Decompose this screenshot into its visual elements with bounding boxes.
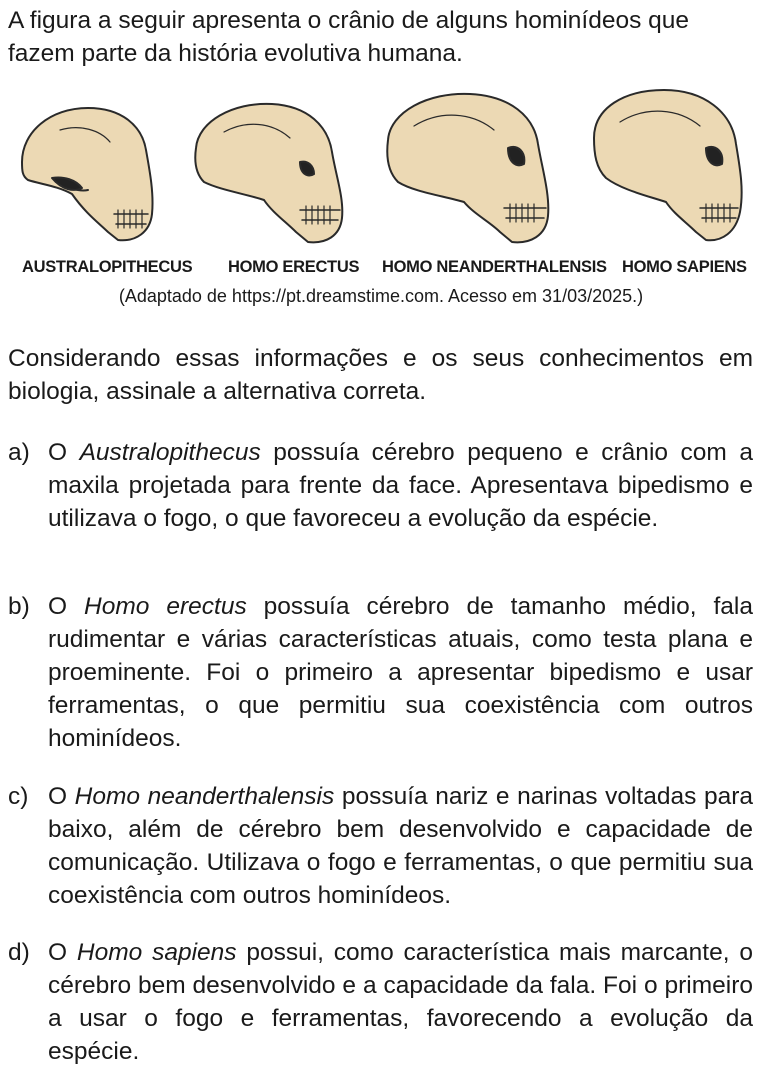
homo-neanderthalensis-skull-icon: [387, 94, 548, 242]
option-b[interactable]: [8, 590, 753, 755]
figure-source: (Adaptado de https://pt.dreamstime.com. Acesso em 31/03/2025.): [118, 286, 644, 306]
option-letter: d): [8, 939, 30, 966]
option-c[interactable]: [8, 780, 753, 912]
option-text: O Homo sapiens possui, como característica mais marcante, o cérebro bem desenvolvido e a capacidade da fala. Foi o primeiro a usar o fogo e ferramentas, favorecendo a evolução da espécie.: [48, 939, 753, 1065]
caption-homo-neanderthalensis: HOMO NEANDERTHALENSIS: [382, 258, 607, 276]
skulls-figure: [10, 82, 752, 312]
caption-homo-sapiens: HOMO SAPIENS: [622, 258, 747, 276]
caption-homo-erectus: HOMO ERECTUS: [228, 258, 360, 276]
option-text: O Homo neanderthalensis possuía nariz e narinas voltadas para baixo, além de cérebro bem desenvolvido e capacidade de comunicação. Utilizava o fogo e ferramentas, o que permitiu sua coexistência com outros hominídeos.: [48, 783, 753, 909]
option-letter: c): [8, 783, 29, 810]
homo-erectus-skull-icon: [195, 104, 342, 242]
option-a[interactable]: [8, 436, 753, 535]
option-letter: b): [8, 593, 30, 620]
option-text: O Australopithecus possuía cérebro pequeno e crânio com a maxila projetada para frente da face. Apresentava bipedismo e utilizava o fogo, o que favoreceu a evolução da espécie.: [48, 439, 753, 532]
option-text: O Homo erectus possuía cérebro de tamanho médio, fala rudimentar e várias características atuais, como testa plana e proeminente. Foi o primeiro a apresentar bipedismo e usar ferramentas, o que permitiu sua coexistência com outros hominídeos.: [48, 593, 753, 752]
intro-text: A figura a seguir apresenta o crânio de alguns hominídeos que fazem parte da história evolutiva humana.: [8, 7, 690, 67]
australopithecus-skull-icon: [22, 108, 153, 240]
question-text: Considerando essas informações e os seus conhecimentos em biologia, assinale a alternativa correta.: [8, 345, 753, 405]
caption-australopithecus: AUSTRALOPITHECUS: [22, 258, 193, 276]
homo-sapiens-skull-icon: [594, 90, 742, 240]
skulls-illustration: [10, 82, 752, 258]
option-d[interactable]: [8, 936, 753, 1068]
option-letter: a): [8, 439, 30, 466]
